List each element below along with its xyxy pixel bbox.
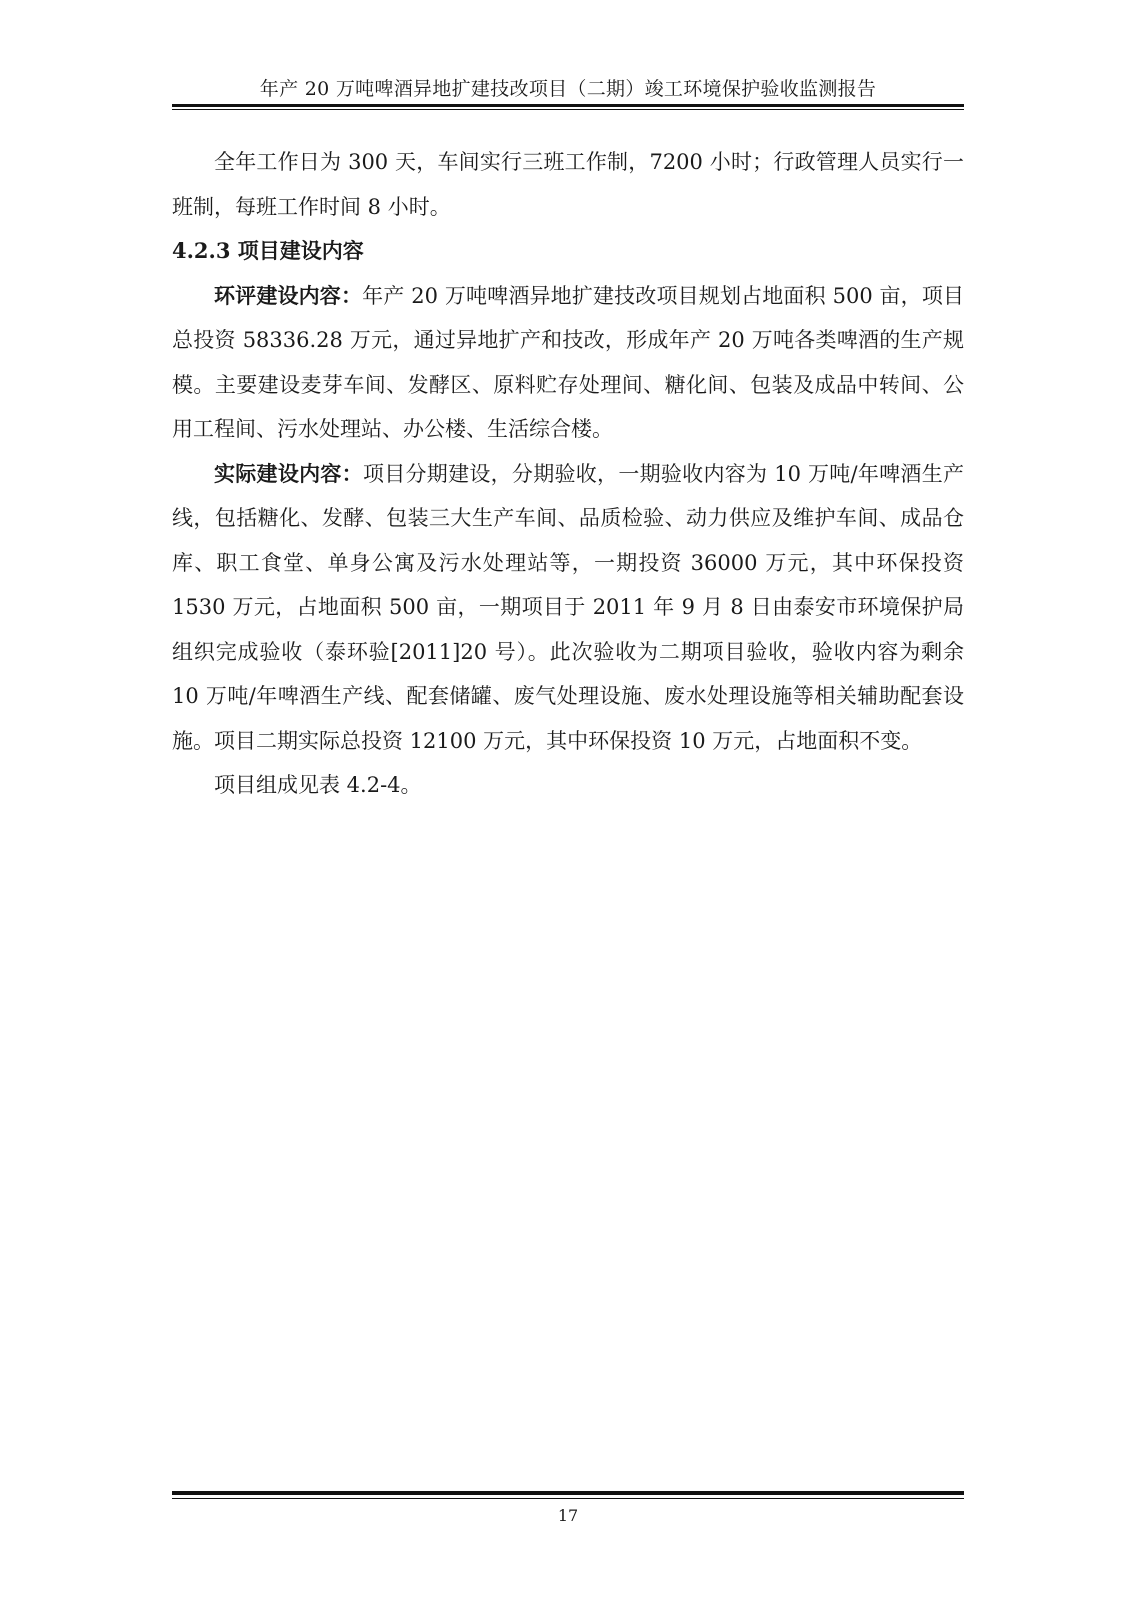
paragraph-actual-construction [172,452,964,764]
header-rule-thick [172,104,964,107]
paragraph-table-reference: 项目组成见表 4.2-4。 [214,773,422,797]
page-number: 17 [557,1506,579,1525]
header-rule-thin [172,109,964,110]
actual-construction-text: 项目分期建设，分期验收，一期验收内容为 10 万吨/年啤酒生产线，包括糖化、发酵、包装三大生产车间、品质检验、动力供应及维护车间、成品仓库、职工食堂、单身公寓及污水处理站等，一期投资 36000 万元，其中环保投资 1530 万元，占地面积 500 亩，一期项目于 2011 年 9 月 8 日由泰安市环境保护局组织完成验收（泰环验[2011]20 号）。此次验收为二期项目验收，验收内容为剩余 10 万吨/年啤酒生产线、配套储罐、废气处理设施、废水处理设施等相关辅助配套设施。项目二期实际总投资 12100 万元，其中环保投资 10 万元，占地面积不变。 [172,461,964,753]
eia-construction-text: 年产 20 万吨啤酒异地扩建技改项目规划占地面积 500 亩，项目总投资 58336.28 万元，通过异地扩产和技改，形成年产 20 万吨各类啤酒的生产规模。主要建设麦芽车间、发酵区、原料贮存处理间、糖化间、包装及成品中转间、公用工程间、污水处理站、办公楼、生活综合楼。 [172,283,964,441]
footer-rule-thick [172,1491,964,1495]
section-heading: 4.2.3 项目建设内容 [172,238,364,263]
actual-construction-label: 实际建设内容： [214,460,363,486]
paragraph-eia-construction [172,274,964,452]
eia-construction-label: 环评建设内容： [214,282,363,308]
footer-rule-thin [172,1498,964,1499]
running-header: 年产 20 万吨啤酒异地扩建技改项目（二期）竣工环境保护验收监测报告 [259,78,877,100]
paragraph-work-schedule: 全年工作日为 300 天，车间实行三班工作制，7200 小时；行政管理人员实行一班制，每班工作时间 8 小时。 [172,150,964,219]
document-body [172,140,964,808]
